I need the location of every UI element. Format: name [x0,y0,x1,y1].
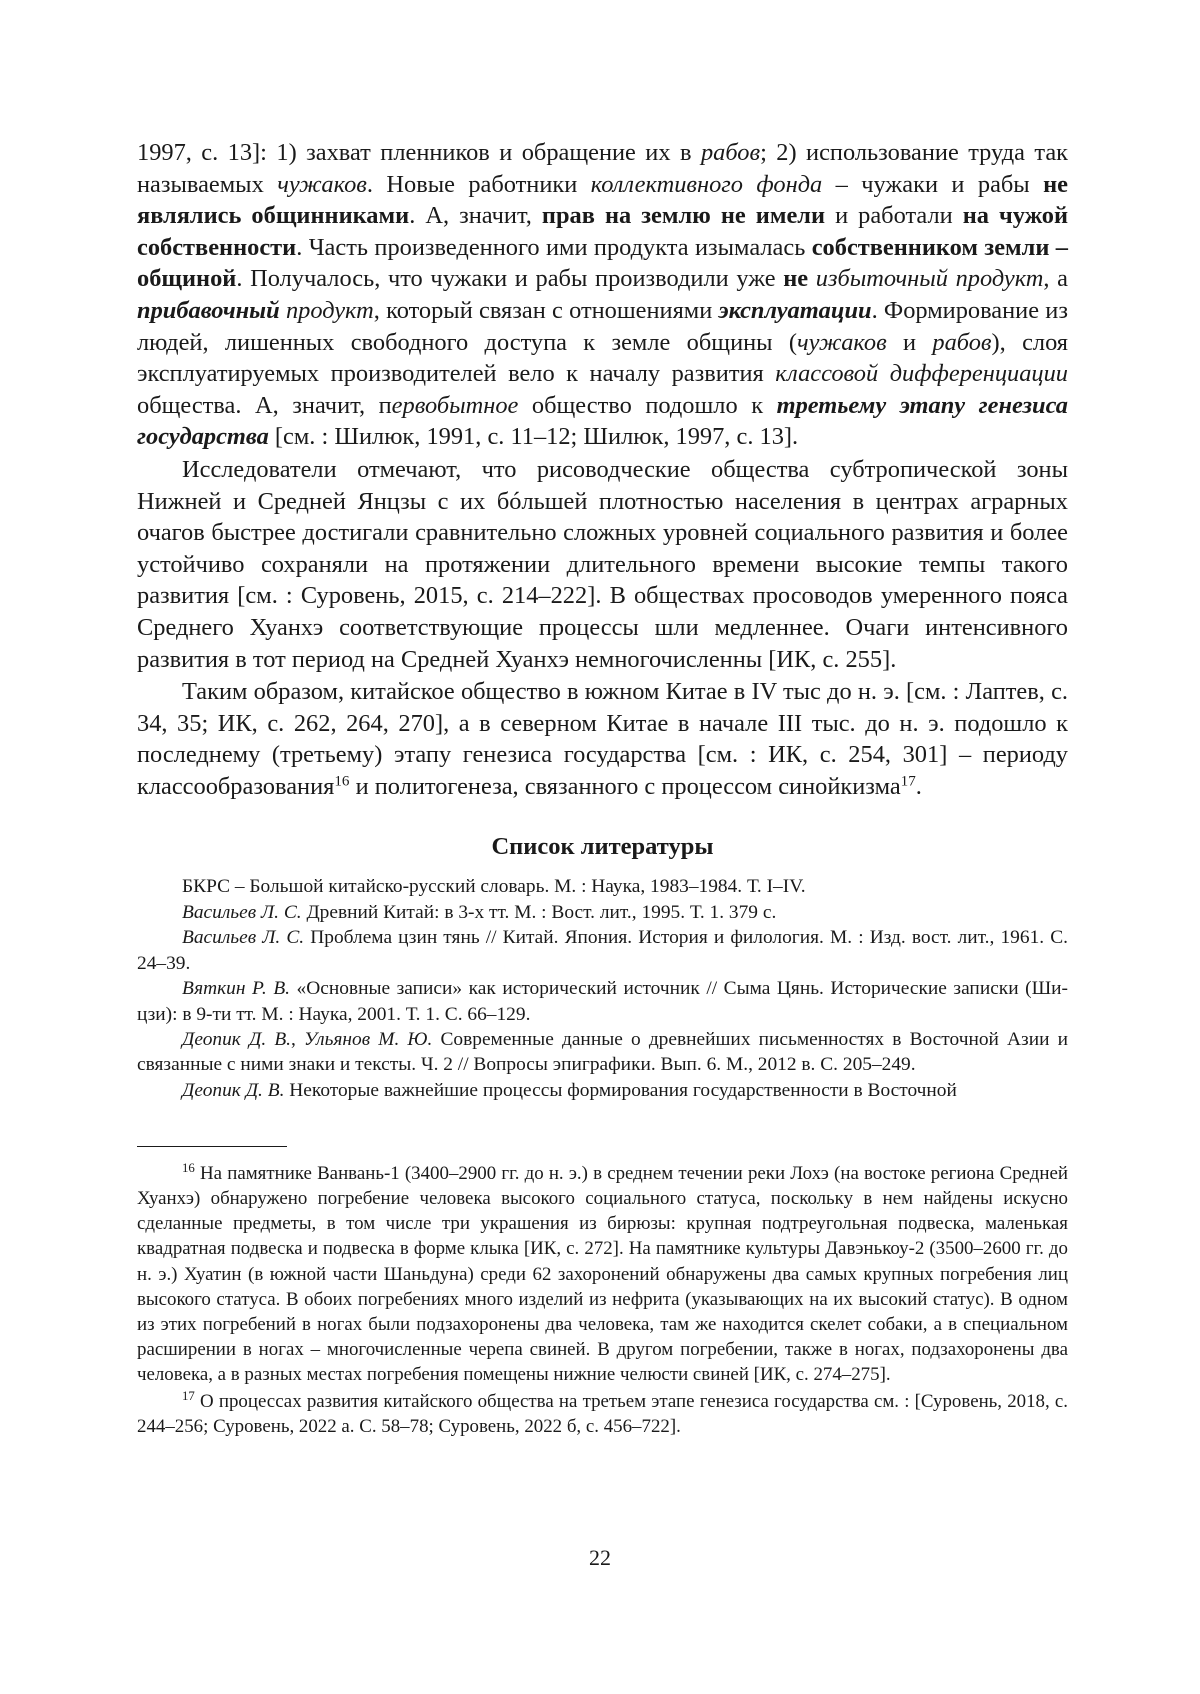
text-run: общества. А, значит, п [137,391,392,419]
text-run: Васильев Л. С. [182,901,302,923]
footnote-17 [137,1389,1068,1439]
text-run: Таким образом, китайское общество в южном Китае в IV тыс до н. э. [см. : Лаптев, с. 34, 35; ИК, с. 262, 264, 270], а в северном Китае в начале III тыс. до н. э. подошло к последнему (третьему) этапу генезиса государства [см. : ИК, с. 254, 301] – периоду классообразования [137,678,1068,800]
text-run: Проблема цзин тянь // Китай. Япония. История и филология. М. : Изд. вост. лит., 1961. С. 24–39. [137,927,1069,974]
text-run: . А, значит, [409,202,542,230]
footnote-marker: 17 [182,1388,195,1403]
text-run: Современные данные о древнейших письменностях в Восточной Азии и связанные с ними знаки и тексты. Ч. 2 // Вопросы эпиграфики. Вып. 6. М., 2012 в. С. 205–249. [137,1028,1068,1076]
page-number: 22 [589,1545,611,1570]
text-run: коллективного фонда [590,170,823,198]
text-run: – чужаки и рабы [822,170,1044,198]
text-run: прав на землю не имели [541,202,826,230]
paragraph [137,454,1068,675]
text-run: БКРС – Большой китайско-русский словарь. М. : Наука, 1983–1984. Т. I–IV. [182,876,806,898]
text-run: классовой дифференциации [775,360,1068,388]
text-run: 1997, с. 13]: 1) захват пленников и обращение их в [137,139,701,166]
text-run: рабов [932,328,992,356]
text-run: избыточный продукт [815,265,1044,293]
text-run: продукт [285,296,374,324]
text-run: прибавочный [137,296,280,324]
bibliography-entry [137,925,1068,976]
text-run: чужаков [277,170,367,198]
text-run: собственником земли – общиной [137,233,1068,293]
bibliography-entry [137,874,1068,899]
text-run: Исследователи отмечают, что рисоводческие общества субтропической зоны Нижней и Средней Янцзы с их бóльшей плотностью населения в центрах аграрных очагов быстрее достигали сравнительно сложных уровней социального развития и более устойчиво сохраняли на протяжении длительного времени высокие темпы такого развития [см. : Суровень, 2015, с. 214–222]. В обществах просоводов умеренного пояса Среднего Хуанхэ соответствующие процессы шли медленнее. Очаги интенсивного развития в тот период на Средней Хуанхэ немногочисленны [ИК, с. 255]. [137,455,1068,673]
text-run: ; 2) использование труда так называемых [137,139,1068,198]
text-run [719,297,872,324]
text-run: рабов [700,139,761,166]
text-run: . Часть произведенного ими продукта изымалась [296,233,812,261]
text-run: . Формирование из людей, лишенных свободного доступа к земле общины ( [137,296,1068,356]
text-run: «Основные записи» как исторический источник // Сыма Цянь. Исторические записки (Ши-цзи): в 9-ти тт. М. : Наука, 2001. Т. 1. С. 66–129. [137,978,1068,1025]
paragraph [137,676,1068,802]
text-run: Вяткин Р. В. [182,978,291,1000]
text-run: , который связан с отношениями [373,296,719,324]
text-run: . [915,772,922,800]
bibliography-list [137,874,1068,1103]
bibliography-entry [137,976,1068,1027]
footnote-marker: 17 [900,773,916,790]
text-run: О процессах развития китайского общества на третьем этапе генезиса государства см. : [Суровень, 2018, с. 244–256; Суровень, 2022 а. С. 58–78; Суровень, 2022 б, с. 456–722]. [137,1390,1068,1438]
text-run: и [886,328,933,356]
text-run: , [291,1028,305,1050]
text-run: общество подошло к [518,391,777,419]
text-run: Некоторые важнейшие процессы формирования государственности в Восточной [284,1079,957,1101]
text-run: не [783,265,809,293]
text-run: ), слоя эксплуатируемых производителей вело к началу развития [137,328,1069,388]
text-run: Деопик Д. В. [182,1079,285,1101]
text-run: и работали [825,202,963,230]
bibliography-title: Список литературы [491,833,714,861]
footnote-16 [137,1161,1068,1387]
text-run: . Получалось, что чужаки и рабы производили уже [236,265,784,293]
bibliography-entry [137,1078,1068,1103]
text-run: чужаков [797,328,887,356]
page-content [137,137,1068,1439]
paragraph [137,137,1068,453]
text-run: не являлись общинниками [137,170,1069,230]
text-run [808,265,816,292]
text-run: на чужой собственности [137,202,1069,261]
footnote-marker: 16 [334,773,350,790]
text-run: , а [1043,265,1068,293]
footnote-divider [137,1146,287,1147]
bibliography-entry [137,900,1068,925]
text-run: Ульянов М. Ю. [304,1028,433,1050]
text-run: ервобытное [391,391,519,419]
text-run: Васильев Л. С. [182,927,305,949]
footnote-marker: 16 [182,1161,195,1176]
text-run: эксплуатации [718,296,872,324]
text-run: На памятнике Ванвань-1 (3400–2900 гг. до н. э.) в среднем течении реки Лохэ (на востоке региона Средней Хуанхэ) обнаружено погребение человека высокого социального статуса, поскольку в нем найдены искусно сделанные предметы, в том числе три украшения из бирюзы: крупная подтреугольная подвеска, маленькая квадратная подвеска и подвеска в форме клыка [ИК, с. 272]. На памятнике культуры Давэнькоу-2 (3500–2600 гг. до н. э.) Хуатин (в южной части Шаньдуна) среди 62 захоронений обнаружены два самых крупных погребения лиц высокого статуса. В обоих погребениях много изделий из нефрита (указывающих на их высокий статус). В одном из этих погребений в ногах были подзахоронены два человека, там же находится скелет собаки, а в специальном расширении в ногах – многочисленные черепа свиней. В другом погребении, также в ногах, подзахоронены два человека, а в разных местах погребения помещены нижние челюсти свиней [ИК, с. 274–275]. [137,1163,1068,1385]
footnotes [137,1161,1068,1439]
text-run: третьему этапу генезиса государства [137,391,1069,451]
body-text [137,137,1068,802]
text-run: и политогенеза, связанного с процессом синойкизма [349,772,901,800]
text-run: Деопик Д. В. [182,1028,292,1050]
text-run: . Новые работники [366,170,591,198]
bibliography-entry [137,1027,1068,1078]
text-run: Древний Китай: в 3-х тт. М. : Вост. лит., 1995. Т. 1. 379 с. [301,901,777,923]
text-run [137,297,280,324]
text-run: [см. : Шилюк, 1991, с. 11–12; Шилюк, 1997, с. 13]. [268,423,799,451]
